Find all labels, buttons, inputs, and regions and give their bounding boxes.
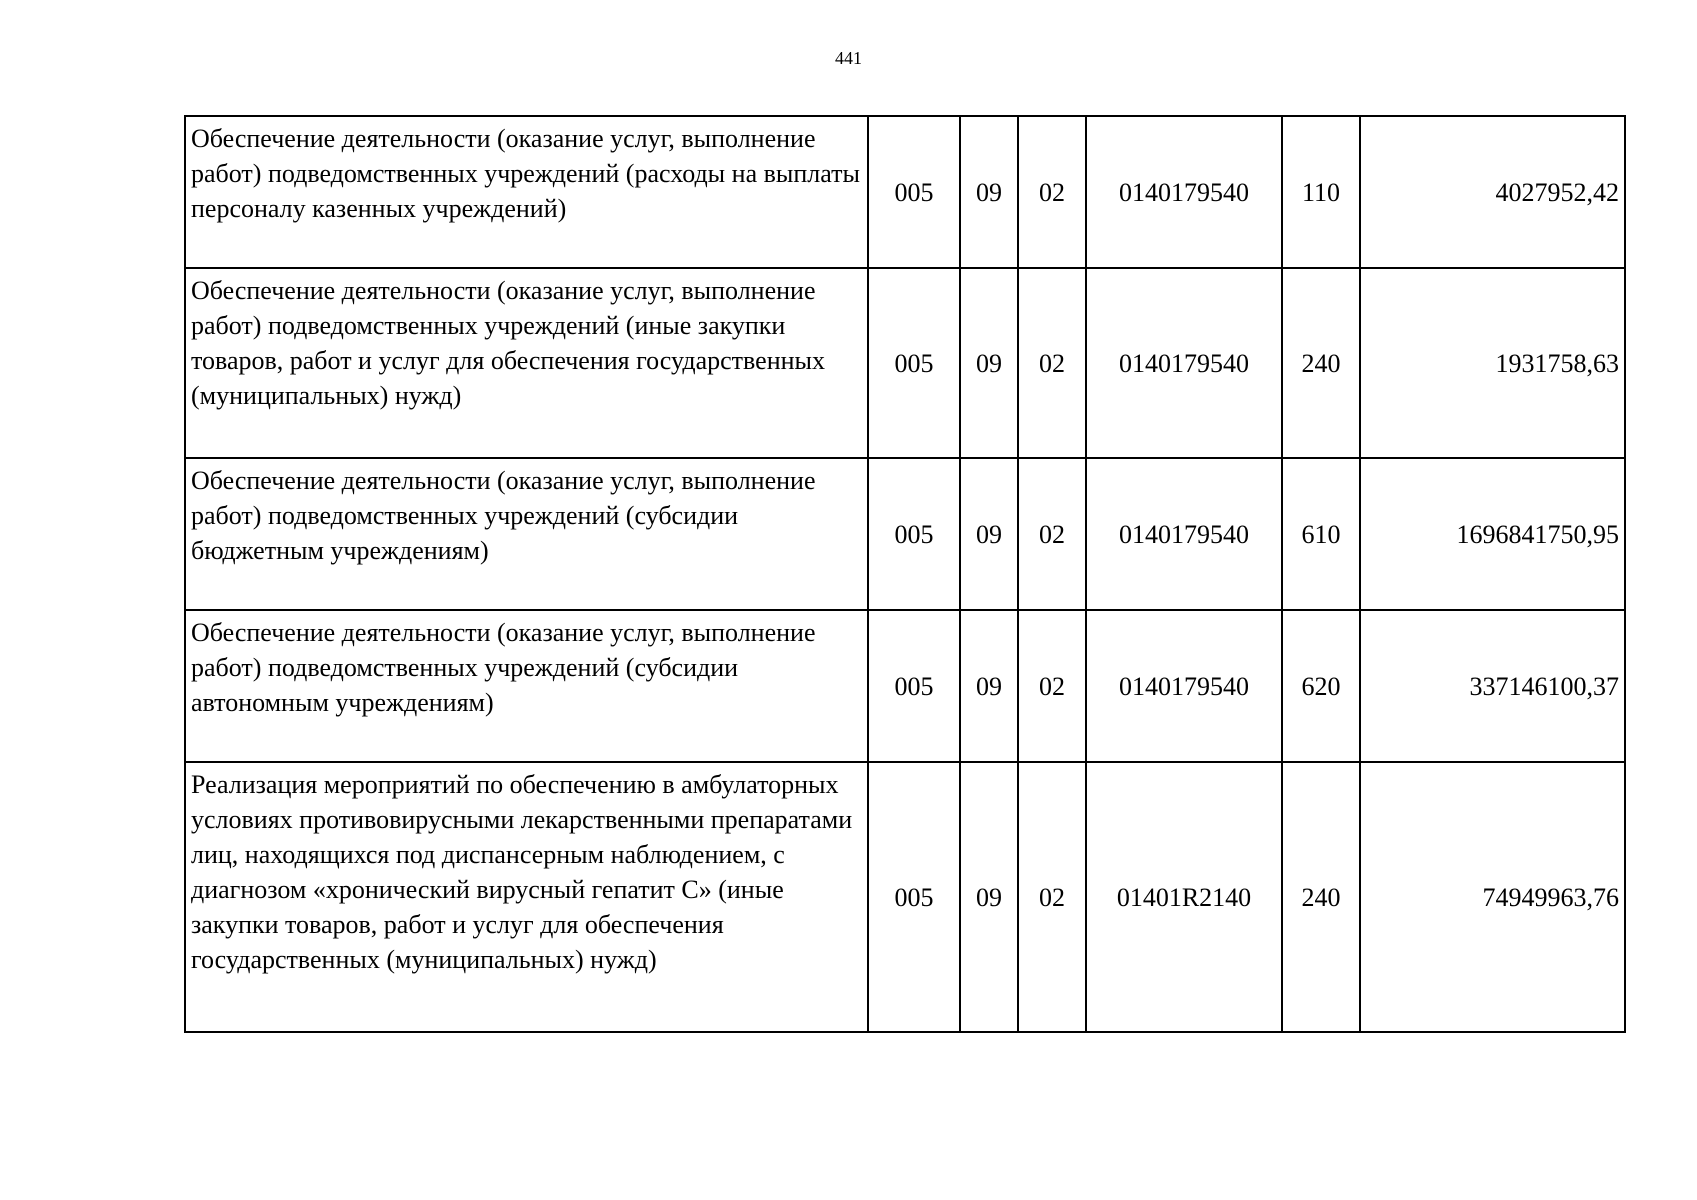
section-code: 09 xyxy=(960,116,1018,268)
ministry-code: 005 xyxy=(868,762,960,1032)
expense-type-code: 610 xyxy=(1282,458,1360,610)
sum-value: 337146100,37 xyxy=(1360,610,1625,762)
ministry-code: 005 xyxy=(868,610,960,762)
budget-table xyxy=(184,115,1626,1033)
ministry-code: 005 xyxy=(868,458,960,610)
table-row xyxy=(185,610,1625,762)
expense-type-code: 110 xyxy=(1282,116,1360,268)
row-name: Обеспечение деятельности (оказание услуг, выполнение работ) подведомственных учреждений (расходы на выплаты персоналу казенных учреждений) xyxy=(185,116,868,268)
target-article-code: 0140179540 xyxy=(1086,610,1282,762)
expense-type-code: 240 xyxy=(1282,762,1360,1032)
table-row xyxy=(185,116,1625,268)
section-code: 09 xyxy=(960,610,1018,762)
section-code: 09 xyxy=(960,762,1018,1032)
subsection-code: 02 xyxy=(1018,458,1086,610)
ministry-code: 005 xyxy=(868,268,960,458)
sum-value: 1931758,63 xyxy=(1360,268,1625,458)
table-row xyxy=(185,762,1625,1032)
subsection-code: 02 xyxy=(1018,116,1086,268)
expense-type-code: 620 xyxy=(1282,610,1360,762)
table-row xyxy=(185,268,1625,458)
sum-value: 74949963,76 xyxy=(1360,762,1625,1032)
row-name: Обеспечение деятельности (оказание услуг, выполнение работ) подведомственных учреждений (субсидии бюджетным учреждениям) xyxy=(185,458,868,610)
row-name: Обеспечение деятельности (оказание услуг, выполнение работ) подведомственных учреждений (субсидии автономным учреждениям) xyxy=(185,610,868,762)
target-article-code: 0140179540 xyxy=(1086,268,1282,458)
row-name: Реализация мероприятий по обеспечению в амбулаторных условиях противовирусными лекарственными препаратами лиц, находящихся под диспансерным наблюдением, с диагнозом «хронический вирусный гепатит С» (иные закупки товаров, работ и услуг для обеспечения государственных (муниципальных) нужд) xyxy=(185,762,868,1032)
sum-value: 1696841750,95 xyxy=(1360,458,1625,610)
subsection-code: 02 xyxy=(1018,762,1086,1032)
ministry-code: 005 xyxy=(868,116,960,268)
subsection-code: 02 xyxy=(1018,610,1086,762)
section-code: 09 xyxy=(960,458,1018,610)
target-article-code: 0140179540 xyxy=(1086,116,1282,268)
sum-value: 4027952,42 xyxy=(1360,116,1625,268)
target-article-code: 0140179540 xyxy=(1086,458,1282,610)
row-name: Обеспечение деятельности (оказание услуг, выполнение работ) подведомственных учреждений (иные закупки товаров, работ и услуг для обеспечения государственных (муниципальных) нужд) xyxy=(185,268,868,458)
subsection-code: 02 xyxy=(1018,268,1086,458)
expense-type-code: 240 xyxy=(1282,268,1360,458)
target-article-code: 01401R2140 xyxy=(1086,762,1282,1032)
section-code: 09 xyxy=(960,268,1018,458)
page-number: 441 xyxy=(835,48,862,68)
table-row xyxy=(185,458,1625,610)
